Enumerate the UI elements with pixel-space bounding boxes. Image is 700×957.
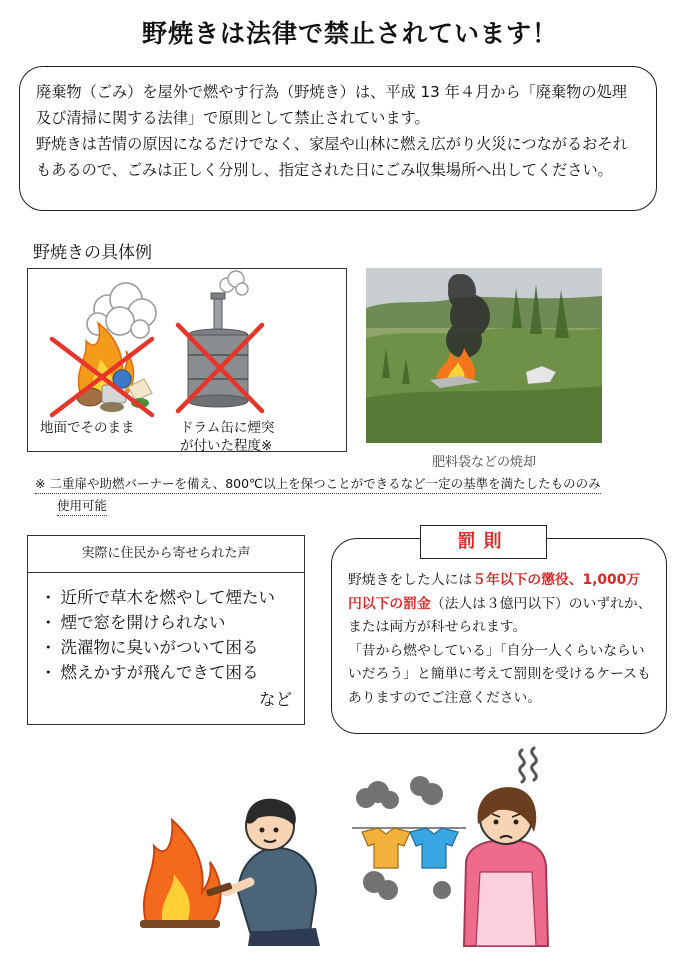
intro-paragraph-2: 野焼きは苦情の原因になるだけでなく、家屋や山林に燃え広がり火災につながるおそれもあるので、ごみは正しく分別し、指定された日にごみ収集場所へ出してください。 [36,135,628,179]
burning-photo [366,268,602,443]
example-caption-drum-line2: が付いた程度※ [180,438,273,454]
example-caption-ground: 地面でそのまま [40,420,135,436]
example-caption-drum-line1: ドラム缶に煙突 [180,420,275,436]
photo-caption: 肥料袋などの焼却 [431,455,536,470]
list-item: ・ 煙で窓を開けられない [40,613,226,632]
examples-frame [27,268,347,452]
list-item: ・ 洗濯物に臭いがついて困る [40,638,259,657]
resident-voices-header: 実際に住民から寄せられた声 [28,536,304,573]
smoke-cloud-icon [87,283,156,338]
page-title: 野焼きは法律で禁止されています！ [141,19,558,48]
penalty-highlight: ５年以下の懲役、1,000万円以下の罰金 [348,572,640,612]
bottom-illustrations [130,742,570,952]
smoke-cloud-icon [220,271,248,295]
penalty-tag: 罰則 [420,525,547,559]
list-item: ・ 燃えかすが飛んできて困る [40,663,259,682]
laundry-smoke-icon [352,776,466,900]
ground-fire-illustration [52,283,156,415]
resident-voices-etc: など [259,690,292,709]
man-burning-icon [206,799,320,946]
list-item: ・ 近所で草木を燃やして煙たい [40,588,275,607]
note-line-1: ※ 二重扉や助燃バーナーを備え、800℃以上を保つことができるなど一定の基準を満たしたもののみ [35,476,601,494]
bonfire-icon [140,820,221,928]
note-line-2: 使用可能 [57,498,107,516]
drum-can-illustration [178,271,262,411]
penalty-paragraph-2: 「昔から燃やしている」「自分一人くらいならいいだろう」と簡単に考えて罰則を受けるケースもありますのでご注意ください。 [348,642,651,706]
intro-box [19,66,657,211]
troubled-woman-icon [464,748,548,946]
examples-heading: 野焼きの具体例 [33,243,152,263]
penalty-paragraph-1: 野焼きをした人には５年以下の懲役、1,000万円以下の罰金（法人は３億円以下）のいずれか、または両方が科せられます。 [348,572,652,635]
intro-paragraph-1: 廃棄物（ごみ）を屋外で燃やす行為（野焼き）は、平成 13 年４月から「廃棄物の処理及び清掃に関する法律」で原則として禁止されています。 [36,83,627,127]
resident-voices-box [27,535,305,725]
resident-voices-list [28,573,304,685]
penalty-box [331,538,667,734]
